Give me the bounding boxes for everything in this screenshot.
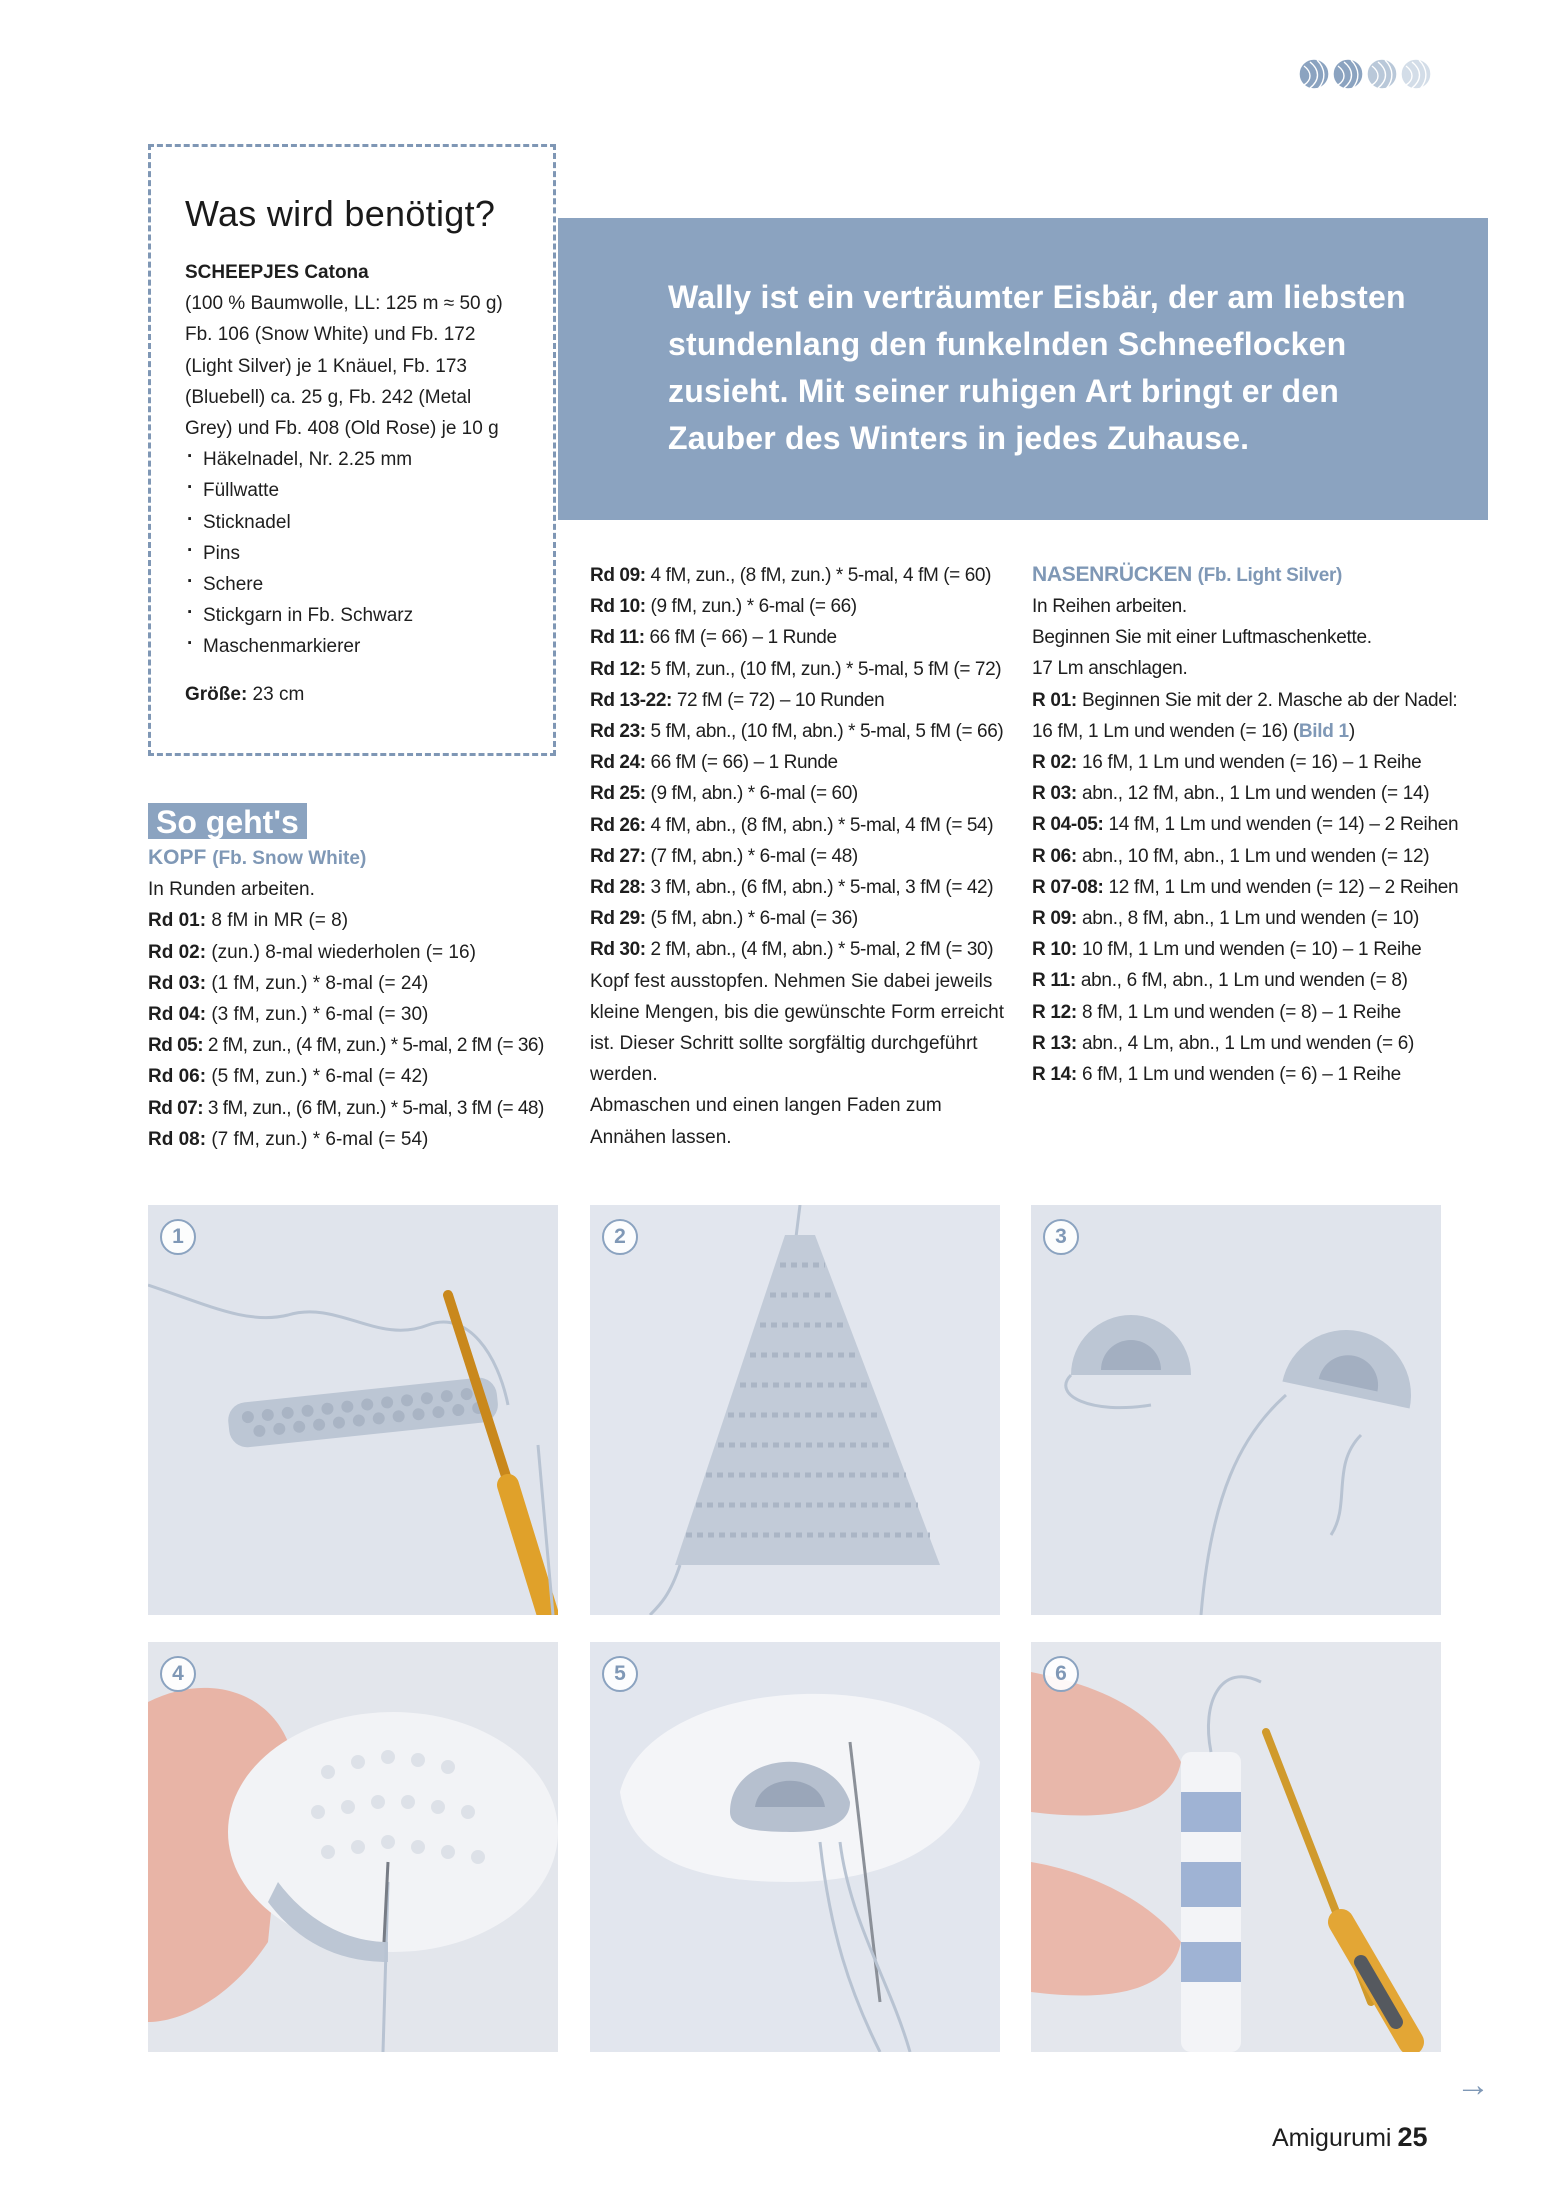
kopf-heading — [148, 843, 568, 874]
pattern-row: R 10: 10 fM, 1 Lm und wenden (= 10) – 1 Reihe — [1032, 939, 1422, 961]
material-item: · Füllwatte — [185, 475, 519, 506]
pattern-row: Rd 27: (7 fM, abn.) * 6-mal (= 48) — [590, 845, 858, 867]
step-photo-1 — [148, 1205, 558, 1615]
pattern-row: R 11: abn., 6 fM, abn., 1 Lm und wenden (= 8) — [1032, 970, 1408, 992]
pattern-row: R 06: abn., 10 fM, abn., 1 Lm und wenden (= 12) — [1032, 845, 1430, 867]
intro-text: Wally ist ein verträumter Eisbär, der am liebsten stundenlang den funkelnden Schneeflocken zusieht. Mit seiner ruhigen Art bringt er den Zauber des Winters in jedes Zuhause. — [668, 279, 1406, 456]
material-item: · Schere — [185, 569, 519, 600]
kopf-color: (Fb. Snow White) — [212, 848, 367, 870]
pattern-row: Rd 29: (5 fM, abn.) * 6-mal (= 36) — [590, 908, 858, 930]
pattern-row: R 03: abn., 12 fM, abn., 1 Lm und wenden (= 14) — [1032, 783, 1430, 805]
step-number-badge: 3 — [1043, 1219, 1079, 1255]
pattern-row: Rd 01: 8 fM in MR (= 8) — [148, 910, 349, 932]
pattern-row: Rd 13-22: 72 fM (= 72) – 10 Runden — [590, 689, 885, 711]
step-number-badge: 1 — [160, 1219, 196, 1255]
pattern-row: Rd 25: (9 fM, abn.) * 6-mal (= 60) — [590, 783, 858, 805]
yarn-brand: SCHEEPJES Catona — [185, 262, 369, 283]
pattern-row: R 09: abn., 8 fM, abn., 1 Lm und wenden (= 10) — [1032, 908, 1420, 930]
pattern-row: Rd 11: 66 fM (= 66) – 1 Runde — [590, 627, 837, 649]
nase-color: (Fb. Light Silver) — [1197, 565, 1343, 586]
pattern-row: R 12: 8 fM, 1 Lm und wenden (= 8) – 1 Reihe — [1032, 1001, 1401, 1023]
next-page-arrow-icon: → — [1456, 2066, 1490, 2104]
pattern-row: Rd 03: (1 fM, zun.) * 8-mal (= 24) — [148, 972, 429, 994]
pattern-row: Rd 04: (3 fM, zun.) * 6-mal (= 30) — [148, 1004, 429, 1026]
crochet-ears-image — [1031, 1205, 1441, 1615]
step-number-badge: 5 — [602, 1656, 638, 1692]
pattern-row: Rd 30: 2 fM, abn., (4 fM, abn.) * 5-mal, 2 fM (= 30) — [590, 939, 994, 961]
pattern-row: R 14: 6 fM, 1 Lm und wenden (= 6) – 1 Reihe — [1032, 1064, 1401, 1086]
nase-title: NASENRÜCKEN — [1032, 563, 1193, 586]
material-item: · Maschenmarkierer — [185, 631, 519, 662]
magazine-name: Amigurumi — [1272, 2124, 1392, 2152]
kopf-intro: In Runden arbeiten. — [148, 879, 315, 901]
nase-intro-line: 17 Lm anschlagen. — [1032, 658, 1188, 680]
pattern-row: R 13: abn., 4 Lm, abn., 1 Lm und wenden (= 6) — [1032, 1032, 1415, 1054]
pattern-row: Rd 05: 2 fM, zun., (4 fM, zun.) * 5-mal, 2 fM (= 36) — [148, 1035, 544, 1057]
pattern-row: Rd 09: 4 fM, zun., (8 fM, zun.) * 5-mal, 4 fM (= 60) — [590, 565, 992, 586]
pattern-row: Rd 02: (zun.) 8-mal wiederholen (= 16) — [148, 941, 476, 963]
step-photo-6 — [1031, 1642, 1441, 2052]
step-photo-3 — [1031, 1205, 1441, 1615]
yarn-line: (Bluebell) ca. 25 g, Fb. 242 (Metal — [185, 386, 472, 408]
pattern-row: Rd 23: 5 fM, abn., (10 fM, abn.) * 5-mal, 5 fM (= 66) — [590, 721, 1004, 743]
material-item: · Sticknadel — [185, 507, 519, 538]
instructions-column-2 — [590, 560, 1010, 1153]
step-photo-2 — [590, 1205, 1000, 1615]
size-label: Größe: — [185, 683, 248, 705]
yarn-line: Grey) und Fb. 408 (Old Rose) je 10 g — [185, 418, 499, 440]
yarn-line: (Light Silver) je 1 Knäuel, Fb. 173 — [185, 355, 467, 377]
page-number: 25 — [1397, 2122, 1428, 2152]
instructions-column-3 — [1032, 560, 1462, 1090]
section-title: So geht's — [148, 803, 307, 839]
step-photo-4 — [148, 1642, 558, 2052]
pattern-row: Rd 10: (9 fM, zun.) * 6-mal (= 66) — [590, 596, 857, 618]
kopf-title: KOPF — [148, 846, 207, 870]
material-item: · Häkelnadel, Nr. 2.25 mm — [185, 444, 519, 475]
pattern-row: Rd 06: (5 fM, zun.) * 6-mal (= 42) — [148, 1066, 429, 1088]
page-footer — [1272, 2122, 1428, 2153]
step-number-badge: 4 — [160, 1656, 196, 1692]
pattern-row: Rd 24: 66 fM (= 66) – 1 Runde — [590, 752, 838, 774]
finish-paragraph: Abmaschen und einen langen Faden zum Annähen lassen. — [590, 1095, 942, 1148]
pattern-row: R 07-08: 12 fM, 1 Lm und wenden (= 12) – 2 Reihen — [1032, 876, 1459, 898]
pattern-row: R 04-05: 14 fM, 1 Lm und wenden (= 14) – 2 Reihen — [1032, 814, 1459, 836]
size-line — [185, 684, 519, 706]
nase-heading — [1032, 560, 1462, 591]
step-number-badge: 6 — [1043, 1656, 1079, 1692]
pattern-row: Rd 28: 3 fM, abn., (6 fM, abn.) * 5-mal, 3 fM (= 42) — [590, 877, 994, 899]
nase-intro-line: In Reihen arbeiten. — [1032, 596, 1187, 617]
nase-intro-line: Beginnen Sie mit einer Luftmaschenkette. — [1032, 627, 1372, 649]
yarn-line: Fb. 106 (Snow White) und Fb. 172 — [185, 324, 476, 346]
sewing-nose-image — [590, 1642, 1000, 2052]
materials-title: Was wird benötigt? — [185, 193, 496, 234]
crochet-triangle-image — [590, 1205, 1000, 1615]
pattern-row: Rd 07: 3 fM, zun., (6 fM, zun.) * 5-mal, 3 fM (= 48) — [148, 1097, 544, 1119]
yarn-line: (100 % Baumwolle, LL: 125 m ≈ 50 g) — [185, 293, 503, 315]
size-value: 23 cm — [247, 683, 305, 705]
sewing-head-image — [148, 1642, 558, 2052]
pattern-row: Rd 12: 5 fM, zun., (10 fM, zun.) * 5-mal, 5 fM (= 72) — [590, 658, 1002, 680]
materials-box — [148, 144, 556, 756]
step-number-badge: 2 — [602, 1219, 638, 1255]
intro-banner — [558, 218, 1488, 520]
pattern-row: R 01: Beginnen Sie mit der 2. Masche ab der Nadel: 16 fM, 1 Lm und wenden (= 16) (Bild 1) — [1032, 689, 1458, 742]
stuffing-paragraph: Kopf fest ausstopfen. Nehmen Sie dabei jeweils kleine Mengen, bis die gewünschte Form erreicht ist. Dieser Schritt sollte sorgfältig durchgeführt werden. — [590, 970, 1004, 1086]
pattern-row: R 02: 16 fM, 1 Lm und wenden (= 16) – 1 Reihe — [1032, 752, 1422, 774]
instructions-column-1 — [148, 803, 568, 1155]
pattern-row: Rd 08: (7 fM, zun.) * 6-mal (= 54) — [148, 1128, 429, 1150]
step-photo-5 — [590, 1642, 1000, 2052]
pattern-row: Rd 26: 4 fM, abn., (8 fM, abn.) * 5-mal, 4 fM (= 54) — [590, 814, 994, 836]
material-item: · Pins — [185, 538, 519, 569]
crochet-tube-image — [1031, 1642, 1441, 2052]
crochet-chain-image — [148, 1205, 558, 1615]
materials-list — [185, 444, 519, 662]
yarn-balls-icon — [1298, 58, 1442, 90]
image-reference: Bild 1 — [1298, 720, 1349, 742]
material-item: · Stickgarn in Fb. Schwarz — [185, 600, 519, 631]
